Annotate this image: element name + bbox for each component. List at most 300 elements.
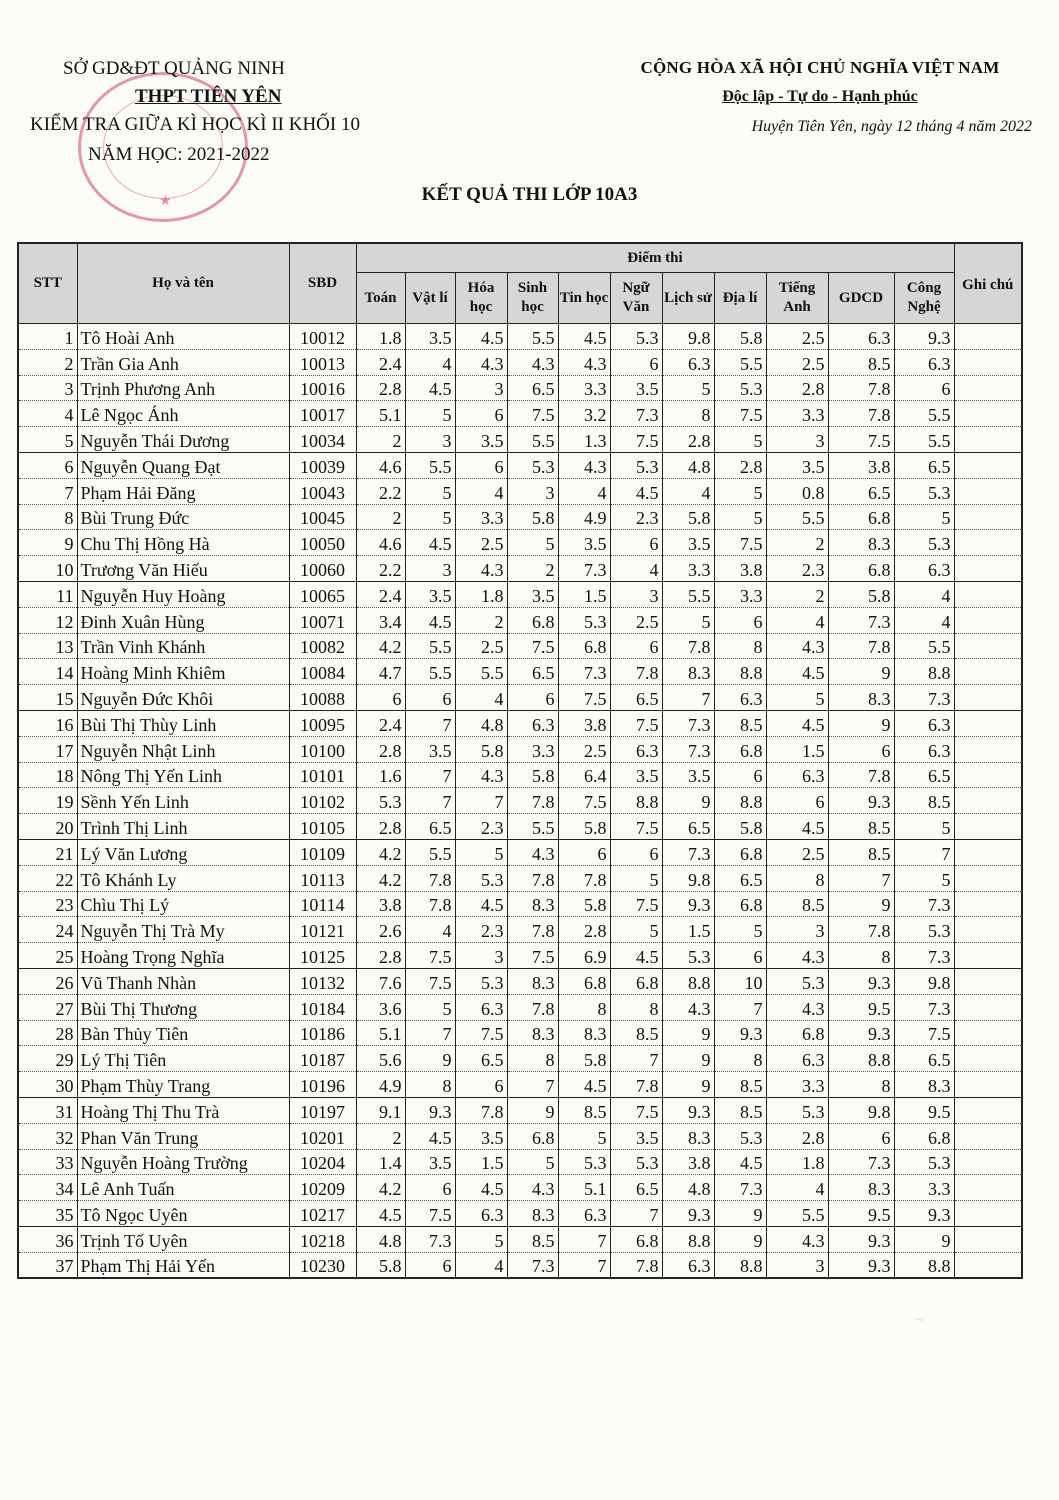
row-score: 3.5 (455, 1123, 507, 1149)
row-score: 2 (356, 504, 405, 530)
row-score: 4.3 (558, 349, 610, 375)
row-score: 7.8 (507, 994, 558, 1020)
row-score: 7.3 (828, 607, 894, 633)
row-score: 7.8 (610, 1252, 662, 1278)
row-note (954, 504, 1022, 530)
row-student-name: Chu Thị Hồng Hà (77, 530, 289, 556)
row-sbd: 10113 (289, 865, 356, 891)
row-score: 8.8 (610, 788, 662, 814)
row-score: 6.5 (894, 1046, 954, 1072)
row-score: 4.5 (455, 891, 507, 917)
row-score: 2.5 (455, 530, 507, 556)
row-score: 8.3 (507, 1020, 558, 1046)
row-score: 8 (714, 1046, 766, 1072)
row-score: 7 (405, 788, 455, 814)
row-note (954, 865, 1022, 891)
row-stt: 31 (18, 1097, 77, 1123)
row-stt: 1 (18, 324, 77, 350)
header-note: Ghi chú (954, 243, 1022, 324)
row-score: 8 (558, 994, 610, 1020)
row-score: 3.5 (610, 762, 662, 788)
row-score: 3.5 (610, 1123, 662, 1149)
row-score: 7.3 (894, 994, 954, 1020)
row-score: 7.3 (894, 943, 954, 969)
row-score: 3 (455, 943, 507, 969)
row-student-name: Trịnh Tố Uyên (77, 1226, 289, 1252)
row-score: 4.8 (356, 1226, 405, 1252)
row-score: 6.8 (894, 1123, 954, 1149)
row-score: 5 (662, 375, 714, 401)
row-stt: 12 (18, 607, 77, 633)
row-score: 6.3 (714, 685, 766, 711)
row-score: 4.5 (766, 659, 828, 685)
row-score: 2 (507, 556, 558, 582)
row-student-name: Bùi Thị Thương (77, 994, 289, 1020)
row-sbd: 10209 (289, 1175, 356, 1201)
table-row (18, 504, 1022, 530)
header-subject: Sinh học (507, 273, 558, 324)
table-row (18, 1123, 1022, 1149)
table-row (18, 685, 1022, 711)
row-score: 5.1 (356, 401, 405, 427)
row-note (954, 943, 1022, 969)
row-stt: 20 (18, 814, 77, 840)
table-row (18, 530, 1022, 556)
row-note (954, 1252, 1022, 1278)
row-sbd: 10132 (289, 968, 356, 994)
row-sbd: 10012 (289, 324, 356, 350)
row-score: 7.3 (662, 736, 714, 762)
row-score: 6.5 (610, 1175, 662, 1201)
header-subject: Lịch sử (662, 273, 714, 324)
row-score: 8 (405, 1072, 455, 1098)
row-score: 8.5 (828, 839, 894, 865)
row-note (954, 375, 1022, 401)
header-subject: Toán (356, 273, 405, 324)
row-score: 6.3 (766, 1046, 828, 1072)
row-score: 7 (828, 865, 894, 891)
row-student-name: Phan Văn Trung (77, 1123, 289, 1149)
row-score: 5.5 (662, 581, 714, 607)
row-score: 4 (405, 349, 455, 375)
row-student-name: Nguyễn Thị Trà My (77, 917, 289, 943)
row-score: 2.3 (455, 917, 507, 943)
header-left (30, 58, 450, 166)
row-sbd: 10065 (289, 581, 356, 607)
row-sbd: 10125 (289, 943, 356, 969)
row-score: 6.3 (662, 349, 714, 375)
row-score: 6.3 (894, 736, 954, 762)
row-sbd: 10114 (289, 891, 356, 917)
row-score: 9.3 (894, 324, 954, 350)
row-score: 7.8 (405, 891, 455, 917)
row-score: 7.8 (455, 1097, 507, 1123)
row-score: 5.3 (894, 530, 954, 556)
row-score: 5.8 (507, 504, 558, 530)
row-score: 7.3 (894, 685, 954, 711)
row-score: 4.5 (405, 375, 455, 401)
row-score: 8.3 (828, 1175, 894, 1201)
row-stt: 33 (18, 1149, 77, 1175)
row-score: 2 (766, 581, 828, 607)
row-score: 3.5 (405, 324, 455, 350)
row-score: 4.3 (455, 556, 507, 582)
row-score: 6 (507, 685, 558, 711)
header-subject: Tin học (558, 273, 610, 324)
row-score: 6.3 (610, 736, 662, 762)
row-sbd: 10050 (289, 530, 356, 556)
row-score: 5.5 (405, 452, 455, 478)
table-row (18, 401, 1022, 427)
row-student-name: Sềnh Yến Linh (77, 788, 289, 814)
row-score: 7.8 (405, 865, 455, 891)
row-note (954, 788, 1022, 814)
row-score: 6.3 (894, 556, 954, 582)
row-score: 9 (714, 1201, 766, 1227)
row-score: 7.5 (558, 685, 610, 711)
row-score: 6.8 (610, 968, 662, 994)
row-score: 3.5 (507, 581, 558, 607)
row-score: 5.3 (610, 324, 662, 350)
row-note (954, 1020, 1022, 1046)
row-score: 6.4 (558, 762, 610, 788)
header-sbd: SBD (289, 243, 356, 324)
exam-name: KIỂM TRA GIỮA KÌ HỌC KÌ II KHỐI 10 (30, 114, 360, 135)
row-score: 5 (714, 504, 766, 530)
row-score: 7.5 (455, 1020, 507, 1046)
row-score: 2.4 (356, 581, 405, 607)
row-score: 4.9 (558, 504, 610, 530)
row-score: 3.2 (558, 401, 610, 427)
row-score: 4.3 (766, 994, 828, 1020)
row-sbd: 10201 (289, 1123, 356, 1149)
row-score: 6 (610, 633, 662, 659)
row-score: 6.8 (507, 607, 558, 633)
row-score: 5.5 (405, 839, 455, 865)
row-note (954, 659, 1022, 685)
row-stt: 26 (18, 968, 77, 994)
row-score: 9.3 (828, 1252, 894, 1278)
row-score: 6.3 (894, 710, 954, 736)
row-score: 6 (405, 685, 455, 711)
row-score: 3 (766, 917, 828, 943)
table-row (18, 1175, 1022, 1201)
row-stt: 36 (18, 1226, 77, 1252)
row-score: 5 (894, 865, 954, 891)
row-score: 4.5 (766, 814, 828, 840)
row-score: 1.8 (455, 581, 507, 607)
table-row (18, 452, 1022, 478)
row-score: 8.8 (894, 659, 954, 685)
row-score: 9.3 (894, 1201, 954, 1227)
row-score: 4.6 (356, 530, 405, 556)
row-score: 8 (828, 943, 894, 969)
row-score: 7.5 (405, 968, 455, 994)
row-score: 5.3 (455, 968, 507, 994)
row-score: 2.8 (714, 452, 766, 478)
row-student-name: Trần Gia Anh (77, 349, 289, 375)
row-score: 4 (405, 917, 455, 943)
row-score: 4.2 (356, 1175, 405, 1201)
row-score: 5.3 (610, 452, 662, 478)
row-note (954, 736, 1022, 762)
row-score: 8.5 (507, 1226, 558, 1252)
row-student-name: Nguyễn Hoàng Trường (77, 1149, 289, 1175)
row-score: 5 (405, 478, 455, 504)
row-score: 3.3 (662, 556, 714, 582)
row-score: 5.3 (894, 1149, 954, 1175)
row-score: 4.2 (356, 633, 405, 659)
stamp-star-icon: ★ (159, 194, 172, 209)
row-score: 4.3 (507, 349, 558, 375)
row-note (954, 427, 1022, 453)
row-score: 4 (455, 1252, 507, 1278)
row-note (954, 401, 1022, 427)
row-note (954, 530, 1022, 556)
row-score: 6.9 (558, 943, 610, 969)
row-student-name: Trần Vinh Khánh (77, 633, 289, 659)
row-score: 2.8 (662, 427, 714, 453)
row-stt: 29 (18, 1046, 77, 1072)
row-score: 7.3 (558, 659, 610, 685)
row-student-name: Nguyễn Quang Đạt (77, 452, 289, 478)
row-score: 7.3 (507, 1252, 558, 1278)
table-row (18, 788, 1022, 814)
row-score: 5.8 (714, 814, 766, 840)
row-note (954, 1123, 1022, 1149)
row-score: 6 (828, 736, 894, 762)
row-score: 4 (894, 581, 954, 607)
row-note (954, 891, 1022, 917)
row-student-name: Hoàng Trọng Nghĩa (77, 943, 289, 969)
row-score: 6 (558, 839, 610, 865)
row-score: 3.8 (356, 891, 405, 917)
row-score: 8.3 (662, 1123, 714, 1149)
row-score: 4.3 (507, 839, 558, 865)
row-student-name: Nguyễn Nhật Linh (77, 736, 289, 762)
row-score: 4.3 (455, 762, 507, 788)
row-score: 3.5 (662, 530, 714, 556)
row-score: 4.9 (356, 1072, 405, 1098)
row-score: 5.3 (894, 478, 954, 504)
row-sbd: 10100 (289, 736, 356, 762)
table-row (18, 865, 1022, 891)
row-sbd: 10034 (289, 427, 356, 453)
row-score: 5.5 (894, 401, 954, 427)
row-note (954, 452, 1022, 478)
row-sbd: 10039 (289, 452, 356, 478)
row-student-name: Bùi Thị Thùy Linh (77, 710, 289, 736)
row-stt: 30 (18, 1072, 77, 1098)
row-score: 7.5 (507, 943, 558, 969)
row-score: 7.5 (405, 1201, 455, 1227)
header-stt: STT (18, 243, 77, 324)
row-score: 2.8 (356, 375, 405, 401)
row-score: 4.2 (356, 865, 405, 891)
row-score: 7.8 (828, 375, 894, 401)
row-score: 2.3 (610, 504, 662, 530)
row-score: 7.8 (662, 633, 714, 659)
row-score: 8 (662, 401, 714, 427)
row-score: 5 (714, 478, 766, 504)
row-score: 7 (610, 1201, 662, 1227)
row-score: 7.5 (610, 1097, 662, 1123)
row-score: 2.5 (455, 633, 507, 659)
table-row (18, 1252, 1022, 1278)
row-note (954, 814, 1022, 840)
row-student-name: Hoàng Minh Khiêm (77, 659, 289, 685)
row-note (954, 1149, 1022, 1175)
row-score: 5.3 (455, 865, 507, 891)
row-score: 6 (455, 1072, 507, 1098)
header-name: Họ và tên (77, 243, 289, 324)
row-student-name: Trình Thị Linh (77, 814, 289, 840)
row-note (954, 556, 1022, 582)
row-score: 4.3 (766, 633, 828, 659)
table-row (18, 1149, 1022, 1175)
row-note (954, 762, 1022, 788)
row-score: 5.5 (455, 659, 507, 685)
row-score: 8 (828, 1072, 894, 1098)
row-score: 4.6 (356, 452, 405, 478)
row-student-name: Lê Ngọc Ánh (77, 401, 289, 427)
row-score: 2 (455, 607, 507, 633)
row-score: 6.5 (507, 659, 558, 685)
row-stt: 16 (18, 710, 77, 736)
row-stt: 22 (18, 865, 77, 891)
row-score: 3.5 (455, 427, 507, 453)
row-student-name: Phạm Thị Hải Yến (77, 1252, 289, 1278)
row-student-name: Bàn Thủy Tiên (77, 1020, 289, 1046)
row-sbd: 10196 (289, 1072, 356, 1098)
row-score: 3 (766, 1252, 828, 1278)
table-row (18, 1046, 1022, 1072)
row-score: 5 (455, 839, 507, 865)
row-score: 6 (610, 839, 662, 865)
row-score: 5.8 (455, 736, 507, 762)
row-sbd: 10071 (289, 607, 356, 633)
row-note (954, 685, 1022, 711)
row-score: 3.8 (662, 1149, 714, 1175)
row-score: 8.8 (828, 1046, 894, 1072)
row-score: 6 (766, 788, 828, 814)
row-score: 3.3 (766, 401, 828, 427)
row-score: 8.8 (714, 1252, 766, 1278)
row-stt: 19 (18, 788, 77, 814)
row-score: 7.3 (610, 401, 662, 427)
row-score: 7.5 (610, 891, 662, 917)
row-score: 6.5 (455, 1046, 507, 1072)
row-score: 9 (405, 1046, 455, 1072)
row-stt: 24 (18, 917, 77, 943)
row-score: 8.8 (894, 1252, 954, 1278)
row-stt: 13 (18, 633, 77, 659)
row-score: 4 (610, 556, 662, 582)
row-score: 7.3 (662, 710, 714, 736)
row-score: 3 (610, 581, 662, 607)
row-score: 4 (558, 478, 610, 504)
row-score: 2.2 (356, 556, 405, 582)
row-score: 2.3 (766, 556, 828, 582)
row-sbd: 10016 (289, 375, 356, 401)
row-score: 9.8 (894, 968, 954, 994)
row-student-name: Lý Văn Lương (77, 839, 289, 865)
row-score: 4.7 (356, 659, 405, 685)
row-score: 5.3 (714, 375, 766, 401)
row-score: 7.8 (828, 917, 894, 943)
row-score: 9 (662, 1072, 714, 1098)
row-score: 4.3 (507, 1175, 558, 1201)
row-stt: 37 (18, 1252, 77, 1278)
row-stt: 18 (18, 762, 77, 788)
motto: Độc lập - Tự do - Hạnh phúc (722, 88, 918, 105)
row-score: 2.4 (356, 349, 405, 375)
row-sbd: 10204 (289, 1149, 356, 1175)
row-score: 9.8 (662, 324, 714, 350)
row-score: 8 (766, 865, 828, 891)
table-row (18, 710, 1022, 736)
row-student-name: Đinh Xuân Hùng (77, 607, 289, 633)
row-score: 7 (610, 1046, 662, 1072)
table-row (18, 375, 1022, 401)
row-score: 6.8 (766, 1020, 828, 1046)
row-score: 7 (714, 994, 766, 1020)
row-score: 5.1 (558, 1175, 610, 1201)
table-row (18, 994, 1022, 1020)
row-stt: 28 (18, 1020, 77, 1046)
row-score: 6 (610, 349, 662, 375)
row-student-name: Hoàng Thị Thu Trà (77, 1097, 289, 1123)
row-score: 7.3 (405, 1226, 455, 1252)
row-score: 1.4 (356, 1149, 405, 1175)
row-score: 5.8 (507, 762, 558, 788)
row-score: 4 (894, 607, 954, 633)
table-row (18, 736, 1022, 762)
row-score: 3.3 (894, 1175, 954, 1201)
row-score: 7.3 (558, 556, 610, 582)
row-score: 5.3 (714, 1123, 766, 1149)
row-score: 6.8 (714, 839, 766, 865)
table-row (18, 427, 1022, 453)
row-sbd: 10088 (289, 685, 356, 711)
row-score: 3 (405, 427, 455, 453)
row-score: 7.5 (610, 814, 662, 840)
row-score: 4.5 (766, 710, 828, 736)
row-score: 4.3 (766, 1226, 828, 1252)
table-row (18, 1097, 1022, 1123)
table-row (18, 581, 1022, 607)
row-score: 9.3 (828, 1226, 894, 1252)
row-score: 9 (894, 1226, 954, 1252)
row-stt: 25 (18, 943, 77, 969)
row-student-name: Phạm Hải Đăng (77, 478, 289, 504)
row-sbd: 10043 (289, 478, 356, 504)
row-score: 3.3 (507, 736, 558, 762)
row-score: 7.3 (894, 891, 954, 917)
row-score: 6 (714, 943, 766, 969)
row-score: 7.5 (610, 427, 662, 453)
row-score: 3 (455, 375, 507, 401)
row-score: 6 (714, 607, 766, 633)
row-stt: 21 (18, 839, 77, 865)
row-score: 6.5 (714, 865, 766, 891)
row-note (954, 607, 1022, 633)
table-row (18, 659, 1022, 685)
row-score: 1.5 (558, 581, 610, 607)
row-score: 5 (766, 685, 828, 711)
row-score: 5 (507, 1149, 558, 1175)
row-score: 8.5 (766, 891, 828, 917)
